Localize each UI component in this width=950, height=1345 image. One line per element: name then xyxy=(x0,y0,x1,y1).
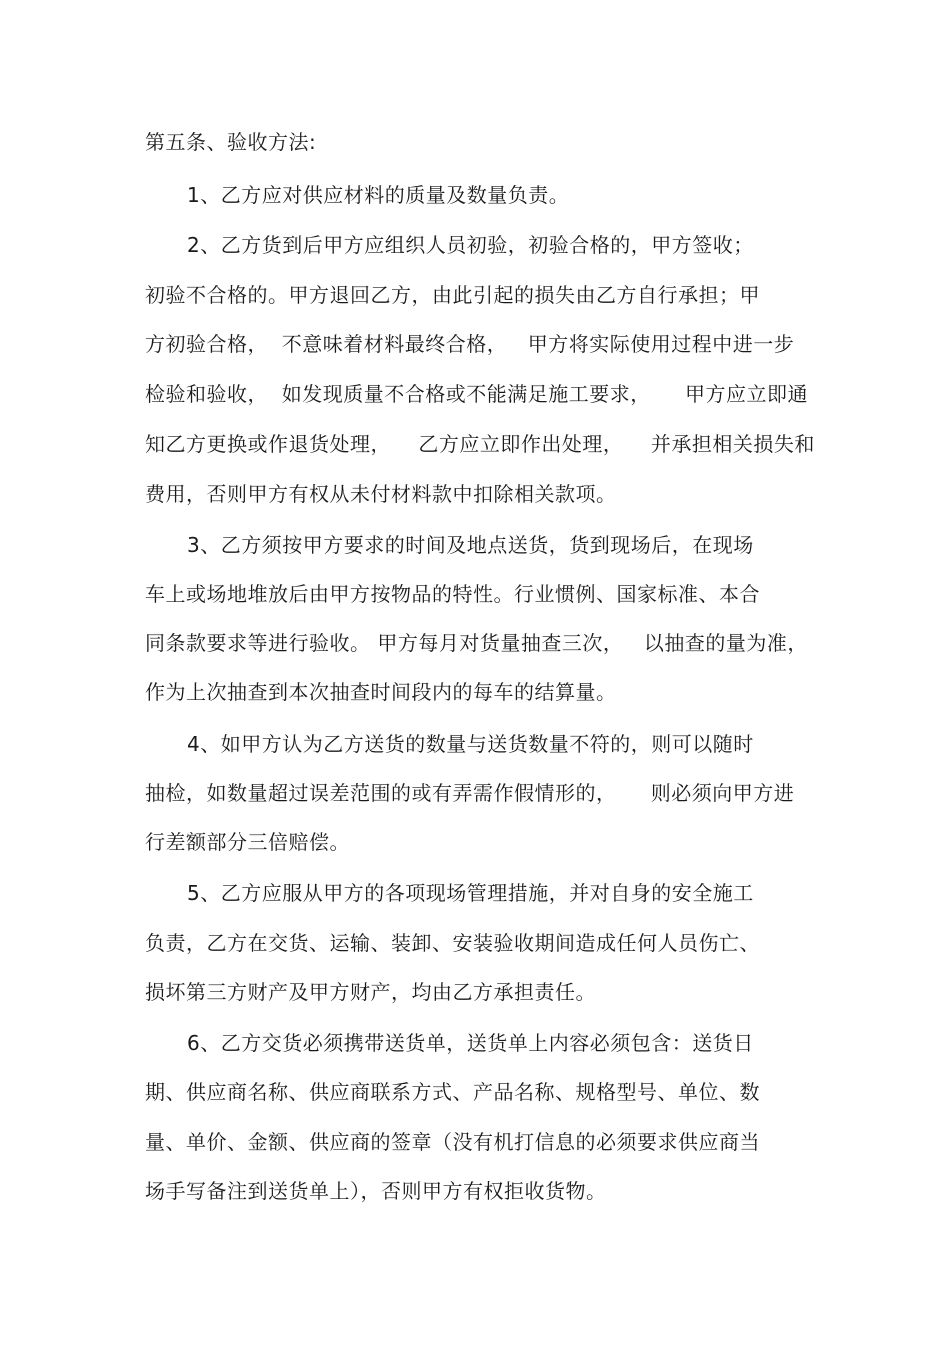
clause-4-line-1: 4、如甲方认为乙方送货的数量与送货数量不符的，则可以随时 xyxy=(187,732,754,756)
clause-4-line-3: 行差额部分三倍赔偿。 xyxy=(145,830,350,854)
clause-6-line-1: 6、乙方交货必须携带送货单，送货单上内容必须包含：送货日 xyxy=(187,1031,754,1055)
clause-5-line-3: 损坏第三方财产及甲方财产，均由乙方承担责任。 xyxy=(145,980,596,1004)
clause-3-line-2: 车上或场地堆放后由甲方按物品的特性。行业惯例、国家标准、本合 xyxy=(145,582,760,606)
clause-3-line-4: 作为上次抽查到本次抽查时间段内的每车的结算量。 xyxy=(145,680,617,704)
clause-5-line-2: 负责，乙方在交货、运输、装卸、安装验收期间造成任何人员伤亡、 xyxy=(145,931,760,955)
clause-6-line-2: 期、供应商名称、供应商联系方式、产品名称、规格型号、单位、数 xyxy=(145,1080,760,1104)
clause-5-line-1: 5、乙方应服从甲方的各项现场管理措施，并对自身的安全施工 xyxy=(187,881,754,905)
clause-2-line-6: 费用，否则甲方有权从未付材料款中扣除相关款项。 xyxy=(145,482,617,506)
clause-2-line-5: 知乙方更换或作退货处理， 乙方应立即作出处理， 并承担相关损失和 xyxy=(145,432,815,456)
clause-3-line-3: 同条款要求等进行验收。 甲方每月对货量抽查三次， 以抽查的量为准， xyxy=(145,631,808,655)
clause-2-line-3: 方初验合格， 不意味着材料最终合格， 甲方将实际使用过程中进一步 xyxy=(145,332,795,356)
clause-6-line-4: 场手写备注到送货单上），否则甲方有权拒收货物。 xyxy=(145,1179,607,1203)
clause-2-line-2: 初验不合格的。甲方退回乙方，由此引起的损失由乙方自行承担；甲 xyxy=(145,283,760,307)
clause-1-line-1: 1、乙方应对供应材料的质量及数量负责。 xyxy=(187,183,570,207)
clause-2-line-4: 检验和验收， 如发现质量不合格或不能满足施工要求， 甲方应立即通 xyxy=(145,382,809,406)
section-heading: 第五条、验收方法: xyxy=(145,130,317,154)
clause-3-line-1: 3、乙方须按甲方要求的时间及地点送货，货到现场后，在现场 xyxy=(187,533,754,557)
clause-4-line-2: 抽检，如数量超过误差范围的或有弄需作假情形的， 则必须向甲方进 xyxy=(145,781,795,805)
clause-6-line-3: 量、单价、金额、供应商的签章（没有机打信息的必须要求供应商当 xyxy=(145,1130,760,1154)
clause-2-line-1: 2、乙方货到后甲方应组织人员初验，初验合格的，甲方签收； xyxy=(187,233,754,257)
